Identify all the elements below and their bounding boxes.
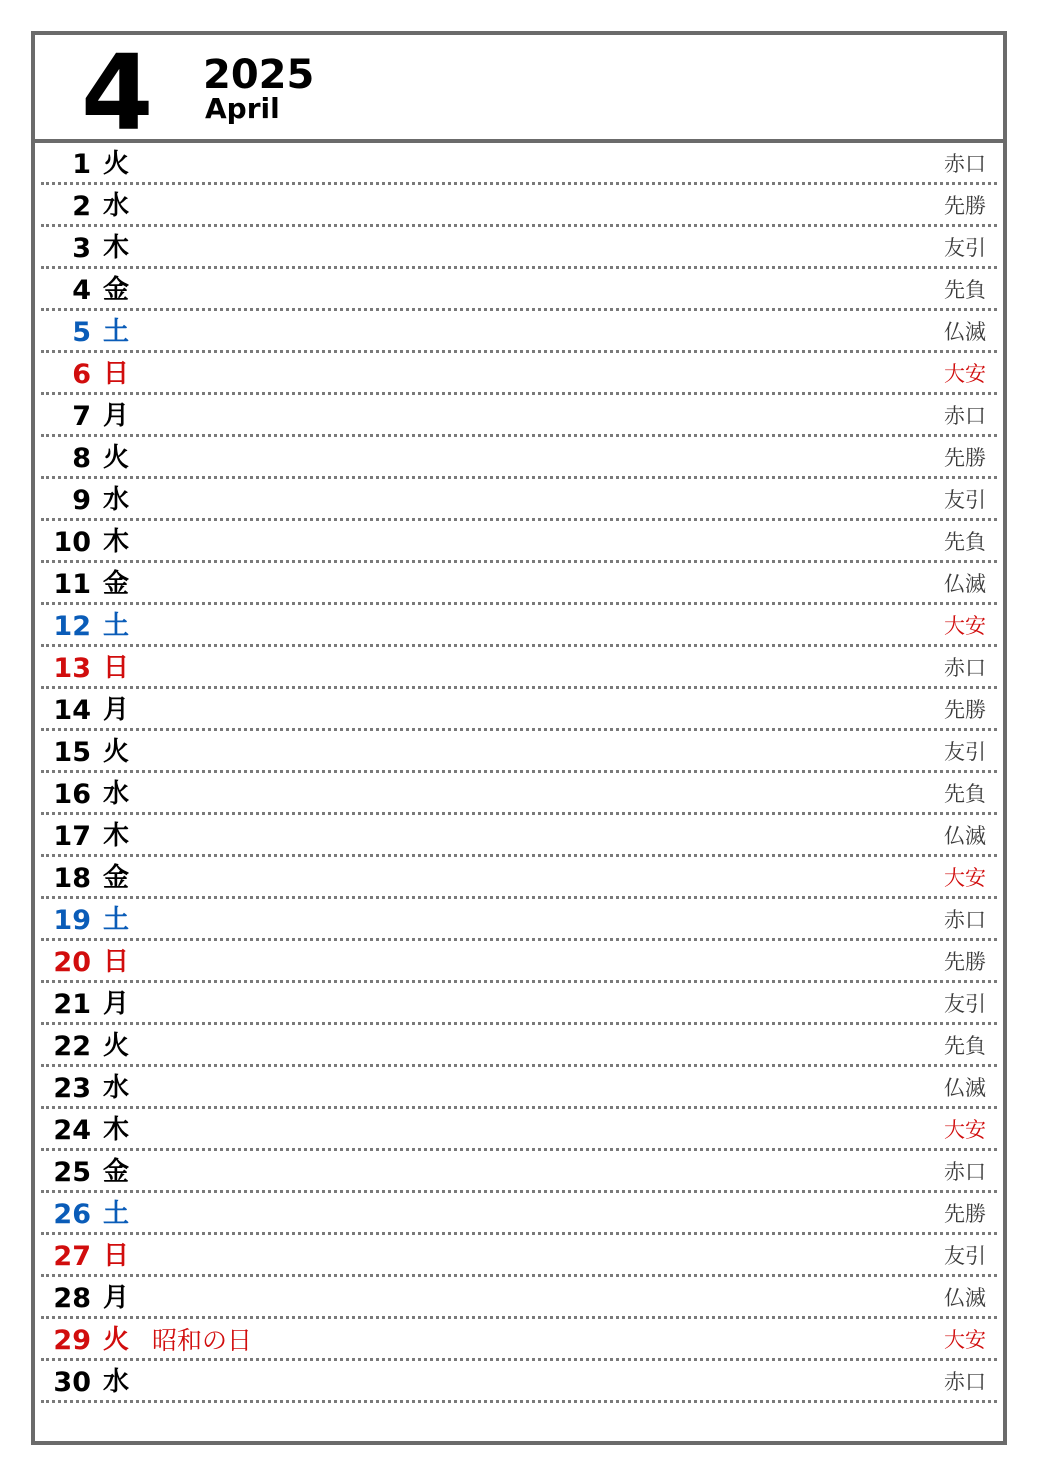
day-number: 4 xyxy=(72,275,91,306)
day-number: 27 xyxy=(53,1241,91,1272)
rokuyo-label: 仏滅 xyxy=(944,320,986,344)
rokuyo-label: 友引 xyxy=(944,1244,986,1268)
day-number: 15 xyxy=(53,737,91,768)
day-number: 1 xyxy=(72,149,91,180)
day-number: 24 xyxy=(53,1115,91,1146)
rokuyo-label: 赤口 xyxy=(944,656,986,680)
day-row xyxy=(41,857,997,899)
rokuyo-label: 仏滅 xyxy=(944,824,986,848)
day-weekday: 火 xyxy=(103,1031,130,1061)
day-row xyxy=(41,1319,997,1361)
rokuyo-label: 仏滅 xyxy=(944,572,986,596)
day-number: 11 xyxy=(53,569,91,600)
day-weekday: 水 xyxy=(103,1367,130,1397)
day-weekday: 日 xyxy=(103,1241,130,1271)
day-row xyxy=(41,353,997,395)
rokuyo-label: 赤口 xyxy=(944,908,986,932)
day-row xyxy=(41,1151,997,1193)
day-number: 22 xyxy=(53,1031,91,1062)
month-number: 4 xyxy=(81,32,154,154)
day-number: 29 xyxy=(53,1325,91,1356)
day-weekday: 水 xyxy=(103,191,130,221)
day-weekday: 土 xyxy=(103,905,130,935)
day-row xyxy=(41,1025,997,1067)
rokuyo-label: 先負 xyxy=(944,278,986,302)
rokuyo-label: 大安 xyxy=(944,362,986,386)
rokuyo-label: 赤口 xyxy=(944,404,986,428)
day-row xyxy=(41,773,997,815)
rokuyo-label: 赤口 xyxy=(944,1160,986,1184)
day-number: 18 xyxy=(53,863,91,894)
day-row xyxy=(41,1193,997,1235)
day-number: 17 xyxy=(53,821,91,852)
day-row xyxy=(41,1235,997,1277)
day-number: 5 xyxy=(72,317,91,348)
rokuyo-label: 友引 xyxy=(944,740,986,764)
day-list xyxy=(41,143,997,1403)
day-row xyxy=(41,1067,997,1109)
day-number: 9 xyxy=(72,485,91,516)
day-weekday: 日 xyxy=(103,653,130,683)
rokuyo-label: 赤口 xyxy=(944,152,986,176)
rokuyo-label: 大安 xyxy=(944,866,986,890)
day-weekday: 水 xyxy=(103,779,130,809)
rokuyo-label: 大安 xyxy=(944,1328,986,1352)
rokuyo-label: 先勝 xyxy=(944,1202,986,1226)
rokuyo-label: 先勝 xyxy=(944,950,986,974)
day-row xyxy=(41,437,997,479)
rokuyo-label: 先勝 xyxy=(944,698,986,722)
rokuyo-label: 大安 xyxy=(944,1118,986,1142)
day-number: 20 xyxy=(53,947,91,978)
day-row xyxy=(41,143,997,185)
day-row xyxy=(41,689,997,731)
rokuyo-label: 友引 xyxy=(944,488,986,512)
day-row xyxy=(41,1361,997,1403)
day-weekday: 月 xyxy=(103,401,130,431)
day-number: 10 xyxy=(53,527,91,558)
day-weekday: 火 xyxy=(103,737,130,767)
day-weekday: 木 xyxy=(103,1115,130,1145)
rokuyo-label: 先勝 xyxy=(944,194,986,218)
day-weekday: 金 xyxy=(103,569,130,599)
rokuyo-label: 友引 xyxy=(944,236,986,260)
day-number: 12 xyxy=(53,611,91,642)
rokuyo-label: 友引 xyxy=(944,992,986,1016)
day-number: 14 xyxy=(53,695,91,726)
day-weekday: 金 xyxy=(103,1157,130,1187)
day-weekday: 土 xyxy=(103,317,130,347)
day-number: 28 xyxy=(53,1283,91,1314)
day-row xyxy=(41,899,997,941)
day-number: 26 xyxy=(53,1199,91,1230)
day-row xyxy=(41,941,997,983)
day-weekday: 木 xyxy=(103,821,130,851)
day-weekday: 日 xyxy=(103,947,130,977)
day-weekday: 火 xyxy=(103,149,130,179)
day-number: 7 xyxy=(72,401,91,432)
day-weekday: 木 xyxy=(103,527,130,557)
day-number: 2 xyxy=(72,191,91,222)
holiday-name: 昭和の日 xyxy=(152,1326,253,1355)
day-weekday: 水 xyxy=(103,1073,130,1103)
day-row xyxy=(41,1109,997,1151)
day-number: 13 xyxy=(53,653,91,684)
day-weekday: 木 xyxy=(103,233,130,263)
day-weekday: 土 xyxy=(103,1199,130,1229)
day-number: 3 xyxy=(72,233,91,264)
day-weekday: 火 xyxy=(103,443,130,473)
rokuyo-label: 先負 xyxy=(944,1034,986,1058)
day-number: 16 xyxy=(53,779,91,810)
day-row xyxy=(41,647,997,689)
day-weekday: 金 xyxy=(103,275,130,305)
day-number: 8 xyxy=(72,443,91,474)
day-row xyxy=(41,311,997,353)
month-name: April xyxy=(205,92,280,125)
day-row xyxy=(41,563,997,605)
day-number: 19 xyxy=(53,905,91,936)
year-label: 2025 xyxy=(203,52,315,98)
day-row xyxy=(41,185,997,227)
day-number: 30 xyxy=(53,1367,91,1398)
day-weekday: 金 xyxy=(103,863,130,893)
day-weekday: 火 xyxy=(103,1325,130,1355)
rokuyo-label: 仏滅 xyxy=(944,1076,986,1100)
rokuyo-label: 先負 xyxy=(944,530,986,554)
day-number: 21 xyxy=(53,989,91,1020)
day-row xyxy=(41,1277,997,1319)
day-weekday: 月 xyxy=(103,695,130,725)
day-weekday: 月 xyxy=(103,1283,130,1313)
day-number: 23 xyxy=(53,1073,91,1104)
day-row xyxy=(41,815,997,857)
day-row xyxy=(41,521,997,563)
rokuyo-label: 仏滅 xyxy=(944,1286,986,1310)
calendar-header xyxy=(35,32,1003,154)
day-number: 6 xyxy=(72,359,91,390)
day-row xyxy=(41,395,997,437)
day-row xyxy=(41,269,997,311)
day-number: 25 xyxy=(53,1157,91,1188)
day-weekday: 水 xyxy=(103,485,130,515)
day-row xyxy=(41,605,997,647)
rokuyo-label: 先負 xyxy=(944,782,986,806)
rokuyo-label: 赤口 xyxy=(944,1370,986,1394)
day-weekday: 月 xyxy=(103,989,130,1019)
day-row xyxy=(41,731,997,773)
rokuyo-label: 先勝 xyxy=(944,446,986,470)
rokuyo-label: 大安 xyxy=(944,614,986,638)
day-weekday: 土 xyxy=(103,611,130,641)
calendar-frame xyxy=(31,31,1007,1445)
day-row xyxy=(41,479,997,521)
day-row xyxy=(41,227,997,269)
day-row xyxy=(41,983,997,1025)
day-weekday: 日 xyxy=(103,359,130,389)
